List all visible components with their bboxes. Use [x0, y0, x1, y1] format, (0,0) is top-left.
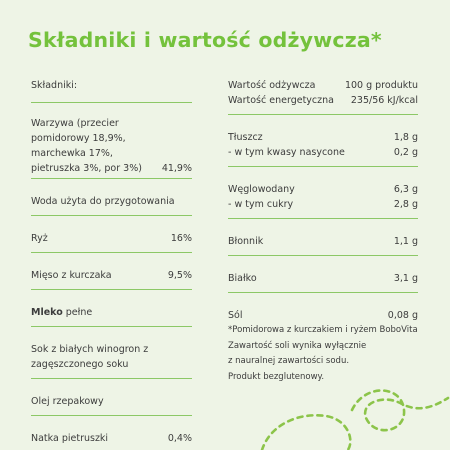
ingredient-label: Ryż	[31, 233, 48, 244]
ingredients-header: Składniki:	[31, 80, 78, 91]
nutrition-saturated-value: 0,2 g	[393, 147, 418, 158]
ingredient-label-rest: pełne	[62, 307, 93, 318]
nutrition-fat-label: Tłuszcz	[228, 132, 263, 143]
nutrition-salt-value: 0,08 g	[387, 310, 418, 321]
ingredient-value: 9,5%	[167, 270, 192, 281]
ingredient-label: Natka pietruszki	[31, 433, 109, 444]
nutrition-saturated-label: - w tym kwasy nasycone	[228, 147, 345, 158]
ingredient-value: 0,4%	[167, 433, 192, 444]
nutrition-carb-value: 6,3 g	[393, 184, 418, 195]
nutrition-fiber-value: 1,1 g	[393, 236, 418, 247]
nutrition-energy-value: 235/56 kJ/kcal	[350, 95, 418, 106]
ingredient-label: Olej rzepakowy	[31, 396, 104, 407]
nutrition-sugar-value: 2,8 g	[393, 199, 418, 210]
nutrition-carb-label: Węglowodany	[228, 184, 295, 195]
nutrition-header-label: Wartość odżywcza	[228, 80, 316, 91]
nutrition-fiber-label: Błonnik	[228, 236, 264, 247]
ingredient-value: 41,9%	[161, 163, 192, 174]
nutrition-sugar-label: - w tym cukry	[228, 199, 294, 210]
footnote-line: Produkt bezglutenowy.	[228, 371, 325, 382]
footnote-line: Zawartość soli wynika wyłącznie	[228, 340, 367, 351]
page-title: Składniki i wartość odżywcza*	[28, 28, 382, 52]
nutrition-protein-label: Białko	[228, 273, 257, 284]
footnote-line: *Pomidorowa z kurczakiem i ryżem BoboVita	[228, 325, 418, 335]
ingredient-label: Sok z białych winogron z zagęszczonego soku	[31, 344, 149, 370]
nutrition-fat-value: 1,8 g	[393, 132, 418, 143]
ingredient-label: Woda użyta do przygotowania	[31, 196, 175, 207]
nutrition-header-value: 100 g produktu	[344, 80, 418, 91]
nutrition-salt-label: Sól	[228, 310, 243, 321]
ingredient-value: 16%	[170, 233, 192, 244]
ingredient-label: Mięso z kurczaka	[31, 270, 112, 281]
ingredient-label-bold: Mleko	[31, 307, 63, 318]
footnote-line: z nauralnej zawartości sodu.	[228, 356, 350, 366]
nutrition-protein-value: 3,1 g	[393, 273, 418, 284]
ingredient-label: Warzywa (przecier pomidorowy 18,9%, marchewka 17%, pietruszka 3%, por 3%)	[31, 118, 142, 174]
nutrition-energy-label: Wartość energetyczna	[228, 95, 334, 106]
